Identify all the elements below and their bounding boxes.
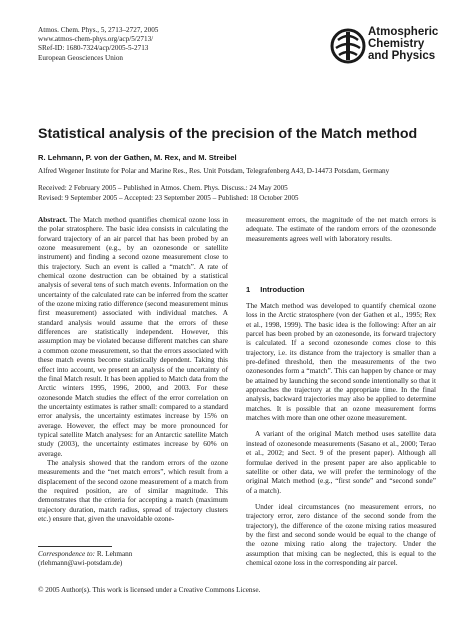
introduction-body [246,301,436,567]
footnote-divider [38,546,112,547]
citation-header [38,26,268,63]
section-heading [246,285,436,294]
publication-dates [38,184,458,203]
sref-id: SRef-ID: 1680-7324/acp/2005-5-2713 [38,44,149,53]
journal-name-line: Atmospheric [368,26,439,38]
journal-name-line: and Physics [368,50,436,62]
journal-name-line: Chemistry [368,38,425,50]
abstract-paragraph [38,215,228,458]
publisher: European Geosciences Union [38,53,124,62]
intro-paragraph-3: Under ideal circumstances (no measurement errors, no trajectory error, zero distance of the second sonde from the trajectory), the difference of the ozone mixing ratios measured by the first and second sonde would be equal to the change of the ozone mixing ratio along the trajectory. Under the assumption that mixing can be neglected, this is equal to the chemical ozone loss in the corresponding air parcel. [246,501,436,567]
journal-name [368,26,458,62]
correspondence-email: (rlehmann@awi-potsdam.de) [38,559,123,568]
paper-title: Statistical analysis of the precision of the Match method [38,126,418,142]
revised-date-line: Revised: 9 September 2005 – Accepted: 23 September 2005 – Published: 18 October 2005 [38,193,299,202]
author-list: R. Lehmann, P. von der Gathen, M. Rex, and M. Streibel [38,153,237,162]
intro-paragraph-2: A variant of the original Match method uses satellite data instead of ozonesonde measurements (Sasano et al., 2000; Terao et al., 2002; and Sect. 9 of the present paper). Although all formulae derived in the present paper are also applicable to satellite or other data, we will prefer the terminology of the original Match method (e.g., “first sonde” and “second sonde” of a match). [246,429,436,495]
abstract-text: The Match method quantifies chemical ozone loss in the polar stratosphere. The basic idea consists in calculating the forward trajectory of an air parcel that has been probed by an ozone measurement (e.g., by an ozonesonde or satellite instrument) and finding a second ozone measurement close to this trajectory. Such an event is called a “match”. A rate of chemical ozone destruction can be obtained by a statistical analysis of several tens of such match events. Information on the uncertainty of the calculated rate can be inferred from the scatter of the ozone mixing ratio difference (second measurement minus first measurement) associated with individual matches. A standard analysis would assume that the errors of these differences are statistically independent. However, this assumption may be violated because different matches can share a common ozone measurement, so that the errors associated with these match events become statistically dependent. Taking this effect into account, we present an analysis of the uncertainty of the final Match result. It has been applied to Match data from the Arctic winters 1995, 1996, 2000, and 2003. For these ozonesonde Match studies the effect of the error correlation on the uncertainty estimates is rather small: compared to a standard error analysis, the uncertainty estimates increase by 15% on average. However, the effect may be more pronounced for typical satellite Match analyses: for an Antarctic satellite Match study (2003), the uncertainty estimates increase by 60% on average. [38,215,228,458]
copyright-notice: © 2005 Author(s). This work is licensed under a Creative Commons License. [38,586,261,594]
section-number: 1 [246,285,251,294]
left-column [38,215,228,523]
right-column-top [246,215,436,243]
citation-line: Atmos. Chem. Phys., 5, 2713–2727, 2005 [38,26,159,34]
affiliation: Alfred Wegener Institute for Polar and Marine Res., Res. Unit Potsdam, Telegrafenberg A43, D-14473 Potsdam, Germany [38,167,390,175]
section-title: Introduction [260,285,305,294]
received-date-line: Received: 2 February 2005 – Published in Atmos. Chem. Phys. Discuss.: 24 May 2005 [38,184,288,192]
abstract-label: Abstract. [38,215,67,224]
journal-url: www.atmos-chem-phys.org/acp/5/2713/ [38,35,154,44]
correspondence-footnote [38,546,228,569]
intro-paragraph-1: The Match method was developed to quantify chemical ozone loss in the Arctic stratosphere (von der Gathen et al., 1995; Rex et al., 1998, 1999). The basic idea is the following: After an air parcel has been probed by an ozonesonde, its forward trajectory is calculated. If a second ozonesonde comes close to this trajectory, i.e. its distance from the trajectory is smaller than a pre-defined threshold, then the measurements of the two ozonesondes form a “match”. This can happen by chance or may be attained by launching the second sonde intentionally so that it approaches the trajectory at the appropriate time. In the final analysis, backward trajectories may also be applied to determine matches. It is possible that an ozone measurement forms matches with more than one other ozone measurement. [246,301,436,423]
correspondence-name: R. Lehmann [96,550,133,558]
egu-globe-icon [330,28,366,64]
journal-logo [330,26,450,86]
abstract-paragraph-2: The analysis showed that the random errors of the ozone measurements and the “net match errors”, which result from a displacement of the second ozone measurement of a match from the required position, are of similar magnitude. This demonstrates that the criteria for accepting a match (maximum trajectory duration, match radius, spread of trajectory clusters etc.) ensure that, given the unavoidable ozone- [38,457,228,523]
abstract-continuation: measurement errors, the magnitude of the net match errors is adequate. The estimate of the random errors of the ozonesonde measurements agrees well with laboratory results. [246,215,436,243]
correspondence-label: Correspondence to: [38,550,96,558]
